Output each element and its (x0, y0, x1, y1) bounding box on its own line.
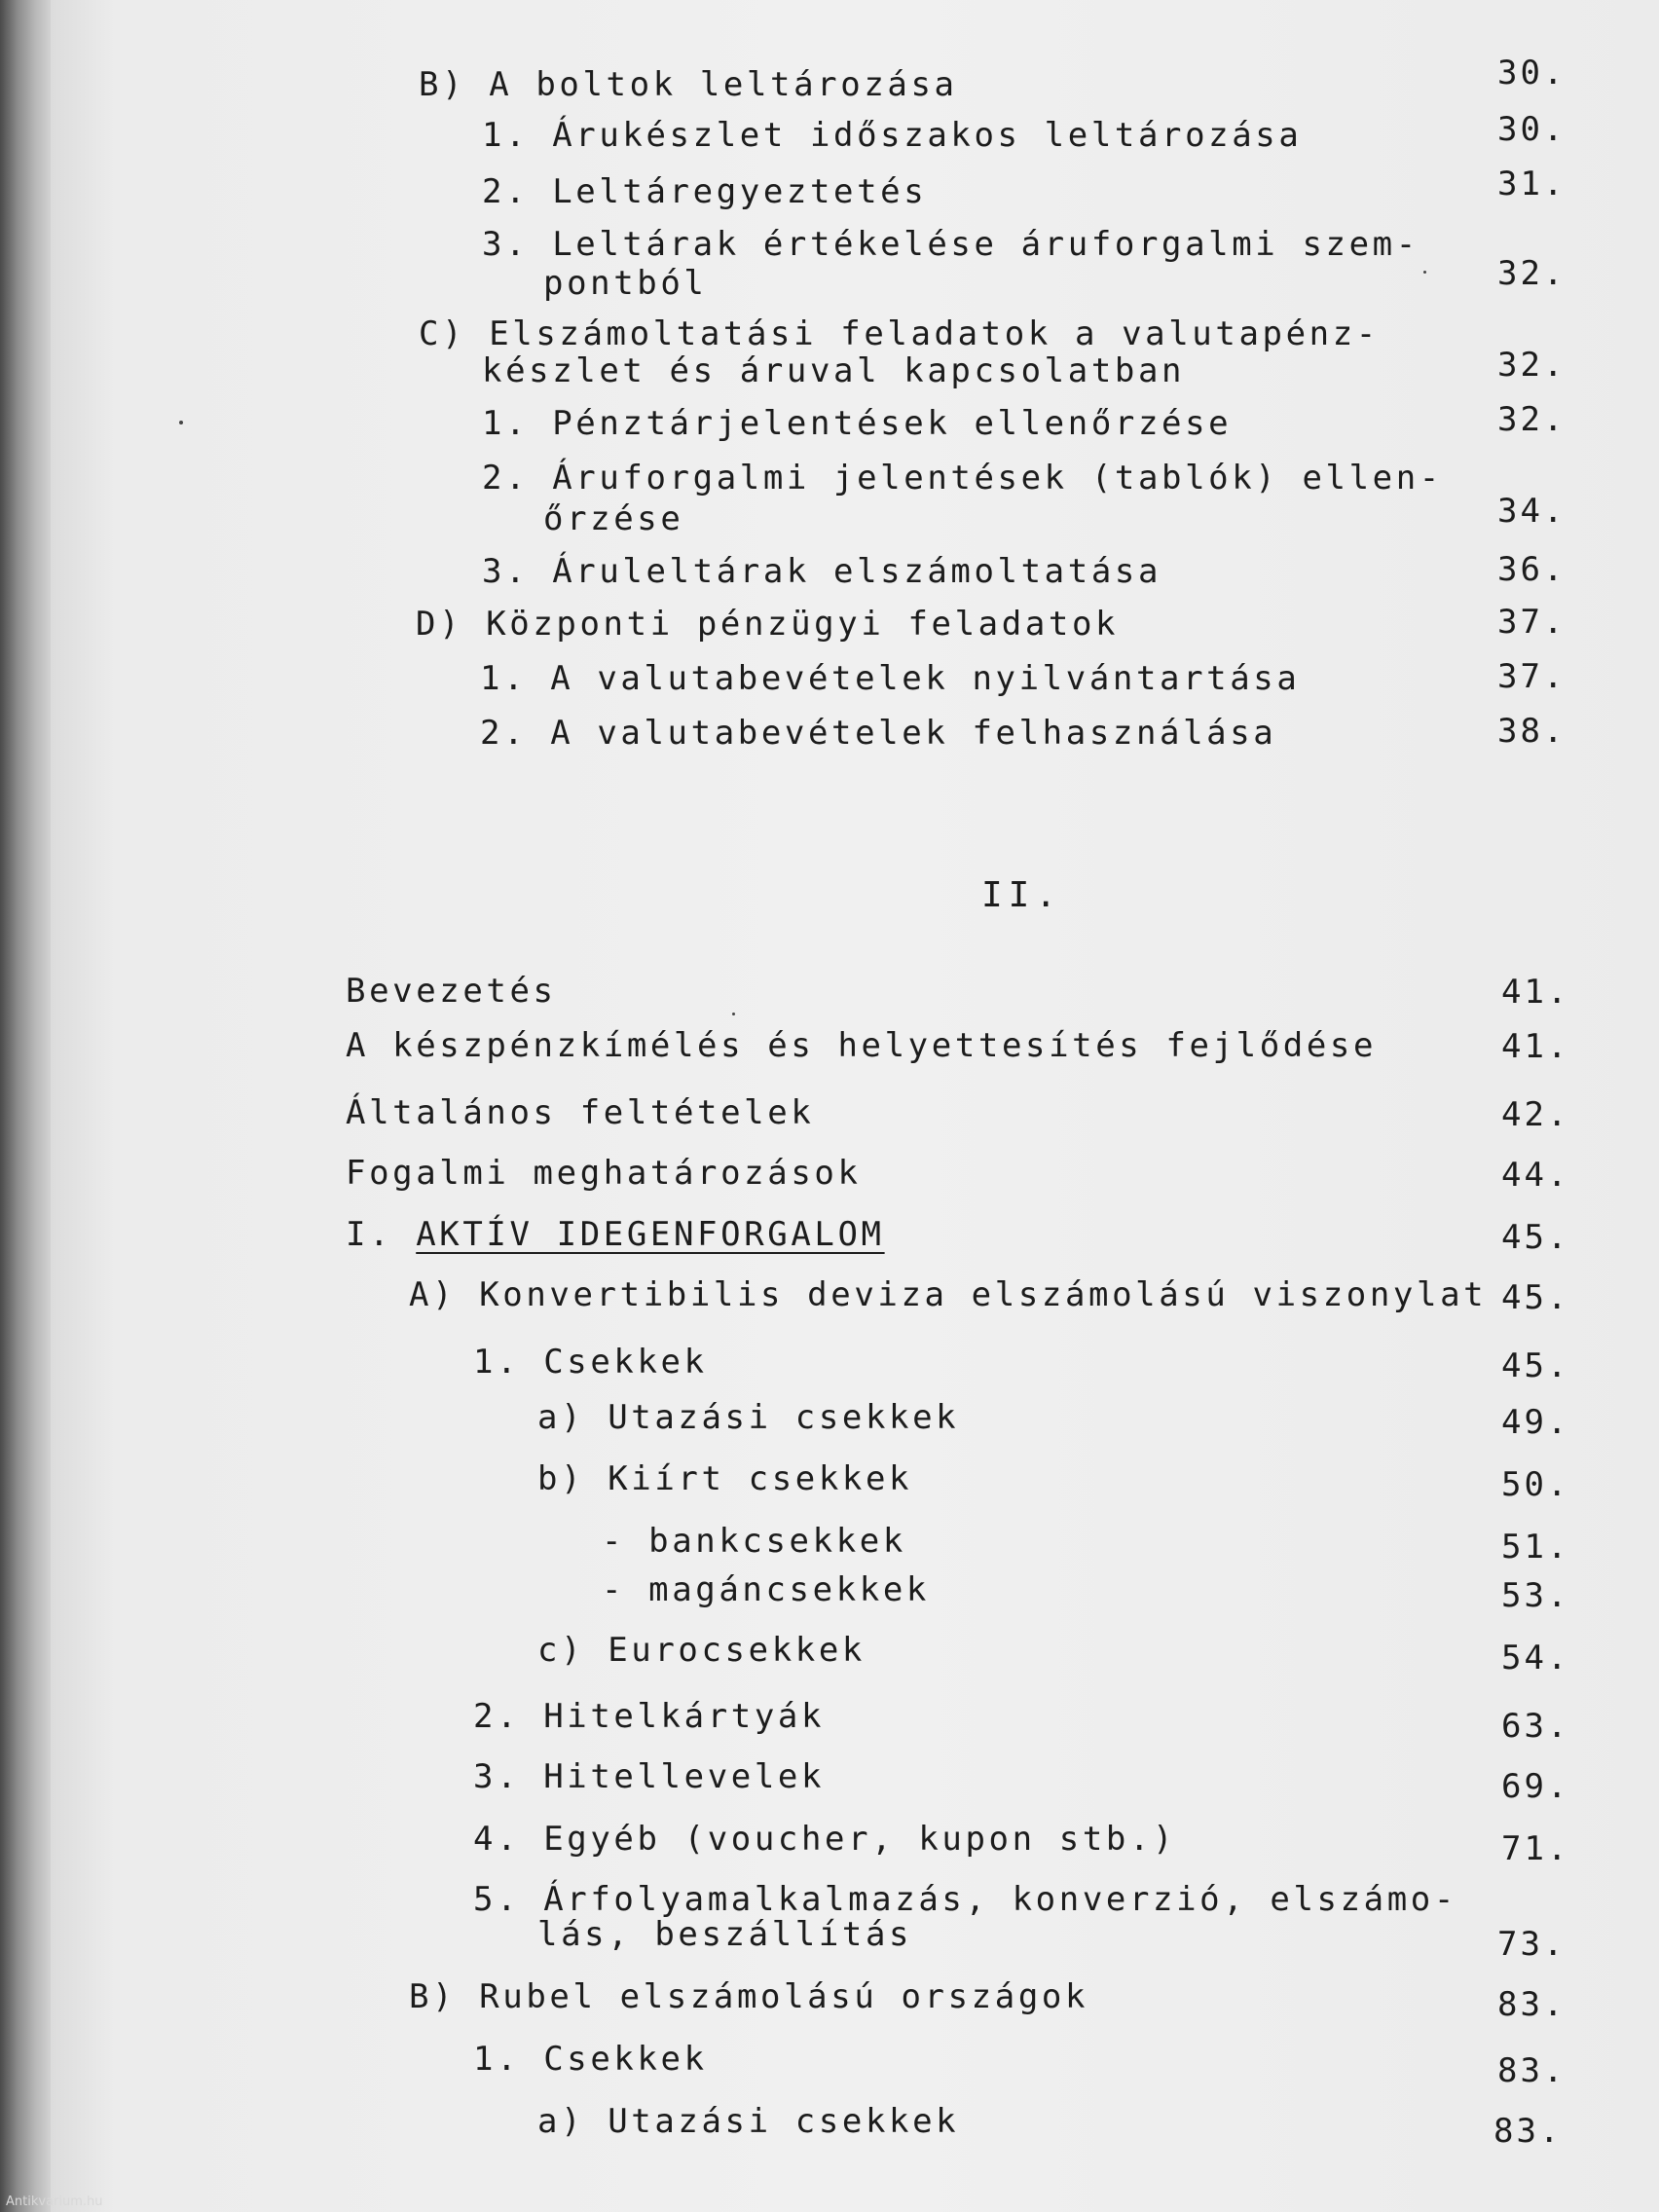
book-spine-shadow (0, 0, 51, 2212)
toc-entry: 2. A valutabevételek felhasználása (480, 714, 1277, 753)
toc-entry: 2. Áruforgalmi jelentések (tablók) ellen- (482, 459, 1443, 498)
toc-entry: A készpénzkímélés és helyettesítés fejlődése (346, 1026, 1378, 1065)
toc-entry: a) Utazási csekkek (537, 1398, 960, 1437)
toc-page-number: 42. (1501, 1095, 1570, 1134)
toc-entry: - bankcsekkek (602, 1522, 906, 1561)
toc-entry-c-elszamoltatasi: C) Elszámoltatási feladatok a valutapénz- (419, 314, 1380, 353)
toc-entry: - magáncsekkek (602, 1570, 930, 1609)
toc-page-number: 51. (1501, 1528, 1570, 1567)
toc-page-number: 83. (1497, 1985, 1567, 2024)
toc-page-number: 73. (1497, 1925, 1567, 1964)
toc-entry-d-kozponti: D) Központi pénzügyi feladatok (416, 605, 1120, 644)
toc-page-number: 37. (1497, 603, 1567, 642)
toc-entry: 5. Árfolyamalkalmazás, konverzió, elszámo- (473, 1880, 1457, 1919)
toc-page-number: 45. (1501, 1218, 1570, 1257)
toc-entry: Általános feltételek (346, 1093, 815, 1132)
toc-page-number: 37. (1497, 657, 1567, 696)
toc-page-number: 45. (1501, 1346, 1570, 1385)
toc-page-number: 45. (1501, 1278, 1570, 1317)
toc-page-number: 50. (1501, 1465, 1570, 1504)
toc-entry: 1. Csekkek (473, 1343, 708, 1382)
paper-speck (1423, 271, 1426, 274)
toc-page-number: 41. (1501, 1027, 1570, 1066)
toc-page-number: 32. (1497, 400, 1567, 439)
toc-entry-continuation: lás, beszállítás (537, 1915, 913, 1954)
toc-entry: 1. Pénztárjelentések ellenőrzése (482, 404, 1233, 443)
toc-page-number: 63. (1501, 1707, 1570, 1746)
toc-entry: c) Eurocsekkek (537, 1631, 866, 1670)
toc-entry-b-boltok: B) A boltok leltározása (419, 65, 958, 104)
toc-page-number: 83. (1493, 2112, 1563, 2151)
toc-entry: b) Kiírt csekkek (537, 1459, 913, 1498)
toc-entry: 1. A valutabevételek nyilvántartása (480, 659, 1301, 698)
toc-page-number: 30. (1497, 54, 1567, 92)
toc-page-number: 49. (1501, 1403, 1570, 1442)
toc-entry-aktiv-idegenforgalom (346, 1216, 885, 1253)
paper-speck (179, 421, 183, 424)
toc-page-number: 36. (1497, 550, 1567, 589)
toc-entry: 4. Egyéb (voucher, kupon stb.) (473, 1820, 1177, 1859)
toc-page-number: 44. (1501, 1156, 1570, 1195)
toc-entry: 1. Csekkek (473, 2040, 708, 2079)
toc-page-number: 69. (1501, 1767, 1570, 1806)
toc-page-number: 31. (1497, 165, 1567, 203)
toc-page-number: 30. (1497, 110, 1567, 149)
toc-entry: 3. Áruleltárak elszámoltatása (482, 552, 1162, 591)
toc-page-number: 54. (1501, 1639, 1570, 1677)
toc-entry: a) Utazási csekkek (537, 2102, 960, 2141)
toc-page-number: 34. (1497, 492, 1567, 531)
toc-entry: 2. Leltáregyeztetés (482, 172, 928, 211)
toc-entry: Fogalmi meghatározások (346, 1154, 862, 1193)
watermark: Antikvarium.hu (6, 2194, 103, 2209)
toc-entry: 3. Leltárak értékelése áruforgalmi szem- (482, 225, 1419, 264)
toc-entry-b-rubel: B) Rubel elszámolású országok (409, 1977, 1089, 2016)
toc-page-number: 83. (1497, 2051, 1567, 2090)
paper-speck (732, 1013, 735, 1015)
toc-page-number: 71. (1501, 1829, 1570, 1868)
toc-entry-continuation: őrzése (543, 499, 684, 538)
underlined-section-title: AKTÍV IDEGENFORGALOM (416, 1215, 885, 1254)
section-heading: II. (981, 875, 1063, 915)
toc-page-number: 41. (1501, 973, 1570, 1012)
section-prefix: I. (346, 1215, 417, 1254)
toc-entry: A) Konvertibilis deviza elszámolású viszonylat (409, 1275, 1488, 1314)
toc-entry-continuation: pontból (543, 264, 708, 303)
toc-page-number: 38. (1497, 712, 1567, 751)
toc-page-number: 53. (1501, 1576, 1570, 1615)
toc-page-number: 32. (1497, 346, 1567, 385)
toc-entry-continuation: készlet és áruval kapcsolatban (482, 351, 1186, 390)
toc-entry: 1. Árukészlet időszakos leltározása (482, 116, 1303, 155)
toc-entry-bevezetes: Bevezetés (346, 972, 557, 1011)
toc-entry: 3. Hitellevelek (473, 1757, 826, 1796)
document-page (51, 0, 1659, 2212)
toc-page-number: 32. (1497, 254, 1567, 293)
toc-entry: 2. Hitelkártyák (473, 1697, 826, 1736)
